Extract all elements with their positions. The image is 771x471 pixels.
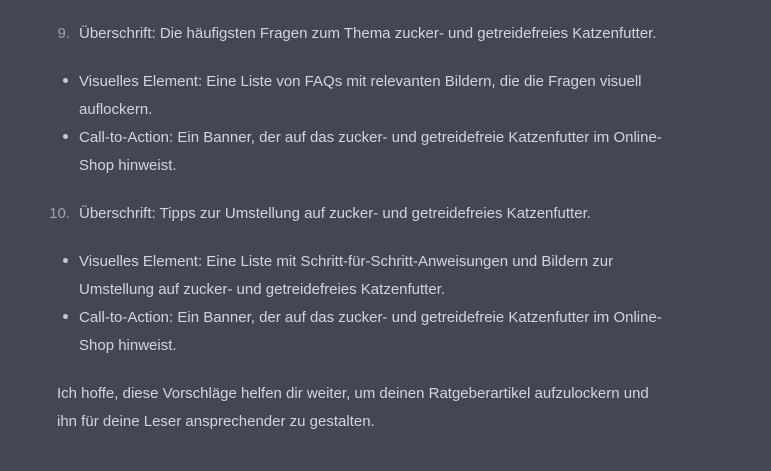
list-heading: Überschrift: Tipps zur Umstellung auf zucker- und getreidefreies Katzenfutter. [79,205,591,222]
list-heading: Überschrift: Die häufigsten Fragen zum Thema zucker- und getreidefreies Katzenfutter. [79,25,657,42]
bullet-text: Umstellung auf zucker- und getreidefreies Katzenfutter. [79,281,446,298]
list-number: 10. [49,205,70,222]
bullet-text: Visuelles Element: Eine Liste mit Schritt-für-Schritt-Anweisungen und Bildern zur [79,253,614,270]
closing-paragraph: ihn für deine Leser ansprechender zu gestalten. [57,413,375,430]
bullet-text: Shop hinweist. [79,157,177,174]
bullet-text: auflockern. [79,101,153,118]
bullet-text: Shop hinweist. [79,337,177,354]
list-number: 9. [57,25,70,42]
bullet-text: Call-to-Action: Ein Banner, der auf das zucker- und getreidefreie Katzenfutter im Online- [79,129,662,146]
bullet-dot-icon [63,78,68,83]
bullet-text: Visuelles Element: Eine Liste von FAQs mit relevanten Bildern, die die Fragen visuell [79,73,642,90]
bullet-dot-icon [63,258,68,263]
bullet-dot-icon [63,134,68,139]
bullet-text: Call-to-Action: Ein Banner, der auf das zucker- und getreidefreie Katzenfutter im Online- [79,309,662,326]
closing-paragraph: Ich hoffe, diese Vorschläge helfen dir weiter, um deinen Ratgeberartikel aufzulockern und [57,385,649,402]
bullet-dot-icon [63,314,68,319]
